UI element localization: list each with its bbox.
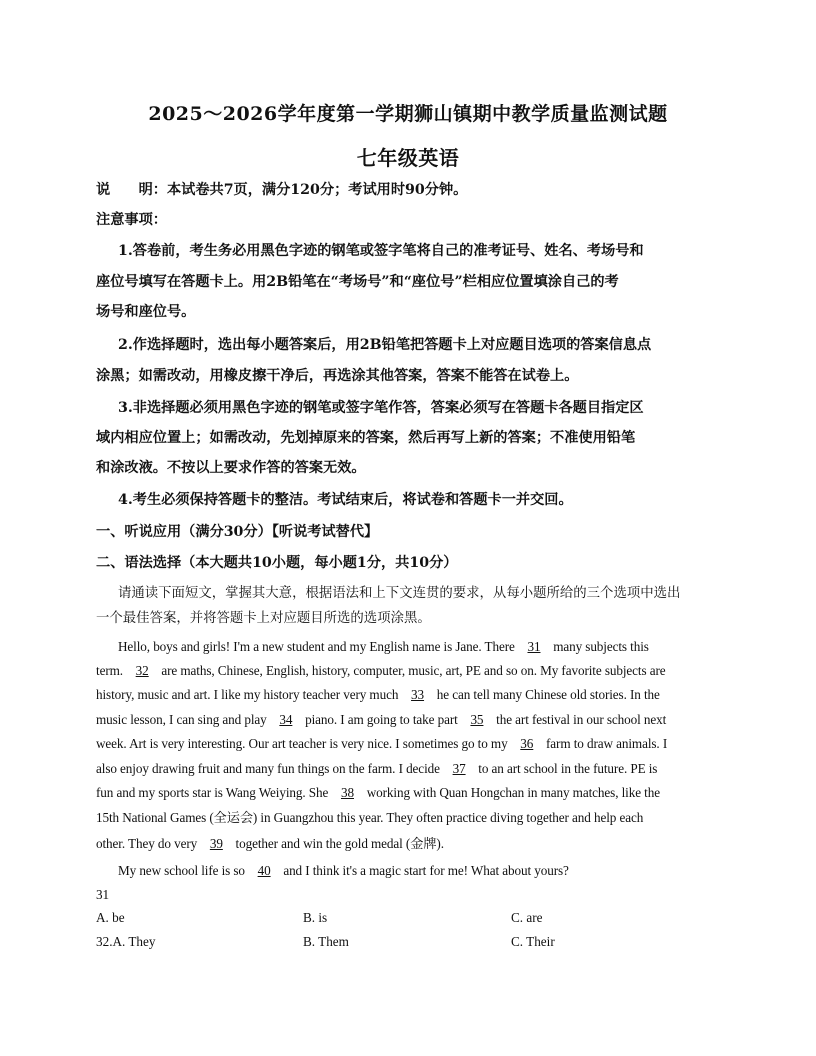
blank-33: 33	[411, 687, 425, 702]
passage-line-8: 15th National Games (全运会) in Guangzhou this year. They often practice diving together and help each	[96, 810, 644, 825]
note-1-line-2: 座位号填写在答题卡上。用2B铅笔在“考场号”和“座位号”栏相应位置填涂自己的考	[96, 274, 619, 290]
option-32-a: 32.A. They	[96, 934, 156, 949]
passage-line-9: other. They do very 39 together and win the gold medal (金牌).	[96, 834, 720, 854]
passage-line-5: week. Art is very interesting. Our art teacher is very nice. I sometimes go to my 36 farm to draw animals. I	[96, 734, 720, 754]
option-32-c: C. Their	[511, 934, 555, 949]
blank-36: 36	[520, 736, 534, 751]
blank-34: 34	[279, 712, 293, 727]
blank-31: 31	[527, 639, 541, 654]
note-3-line-2: 域内相应位置上；如需改动，先划掉原来的答案，然后再写上新的答案；不准使用铅笔	[96, 430, 636, 446]
blank-32: 32	[135, 663, 149, 678]
passage-line-4: music lesson, I can sing and play 34 piano. I am going to take part 35 the art festival in our school next	[96, 710, 720, 730]
blank-40: 40	[257, 863, 271, 878]
passage-line-2: term. 32 are maths, Chinese, English, history, computer, music, art, PE and so on. My favorite subjects are	[96, 661, 720, 681]
section-2-instruction-2: 一个最佳答案，并将答题卡上对应题目所选的选项涂黑。	[96, 611, 431, 626]
question-31-number: 31	[96, 887, 109, 902]
passage-line-1: Hello, boys and girls! I'm a new student and my English name is Jane. There 31 many subjects this	[118, 637, 720, 657]
blank-37: 37	[452, 761, 466, 776]
notes-heading: 注意事项：	[96, 212, 167, 228]
exam-instructions: 说 明：本试卷共7页，满分120分；考试用时90分钟。	[96, 182, 468, 198]
note-1-line-1: 1.答卷前，考生务必用黑色字迹的钢笔或签字笔将自己的准考证号、姓名、考场号和	[118, 243, 644, 259]
passage-line-10: My new school life is so 40 and I think it's a magic start for me! What about yours?	[118, 861, 720, 881]
blank-35: 35	[470, 712, 484, 727]
exam-subject: 七年级英语	[356, 146, 460, 170]
passage-line-7: fun and my sports star is Wang Weiying. She 38 working with Quan Hongchan in many matches, like the	[96, 783, 720, 803]
option-31-b: B. is	[303, 910, 328, 925]
note-3-line-1: 3.非选择题必须用黑色字迹的钢笔或签字笔作答，答案必须写在答题卡各题目指定区	[118, 400, 644, 416]
note-2-line-1: 2.作选择题时，选出每小题答案后，用2B铅笔把答题卡上对应题目选项的答案信息点	[118, 337, 652, 353]
option-32-b: B. Them	[303, 934, 349, 949]
option-31-c: C. are	[511, 910, 543, 925]
note-4: 4.考生必须保持答题卡的整洁。考试结束后，将试卷和答题卡一并交回。	[118, 492, 573, 508]
note-3-line-3: 和涂改液。不按以上要求作答的答案无效。	[96, 460, 366, 476]
exam-title: 2025～2026学年度第一学期狮山镇期中教学质量监测试题	[148, 103, 668, 125]
passage-line-3: history, music and art. I like my history teacher very much 33 he can tell many Chinese old stories. In the	[96, 685, 720, 705]
section-2-instruction-1: 请通读下面短文，掌握其大意，根据语法和上下文连贯的要求，从每小题所给的三个选项中选出	[118, 586, 681, 601]
option-31-a: A. be	[96, 910, 125, 925]
section-2-heading: 二、语法选择（本大题共10小题，每小题1分，共10分）	[96, 555, 458, 571]
blank-38: 38	[340, 785, 354, 800]
note-2-line-2: 涂黑；如需改动，用橡皮擦干净后，再选涂其他答案，答案不能答在试卷上。	[96, 368, 579, 384]
section-1-heading: 一、听说应用（满分30分）【听说考试替代】	[96, 524, 379, 540]
passage-line-6: also enjoy drawing fruit and many fun things on the farm. I decide 37 to an art school in the future. PE is	[96, 759, 720, 779]
blank-39: 39	[209, 836, 223, 851]
note-1-line-3: 场号和座位号。	[96, 304, 196, 320]
